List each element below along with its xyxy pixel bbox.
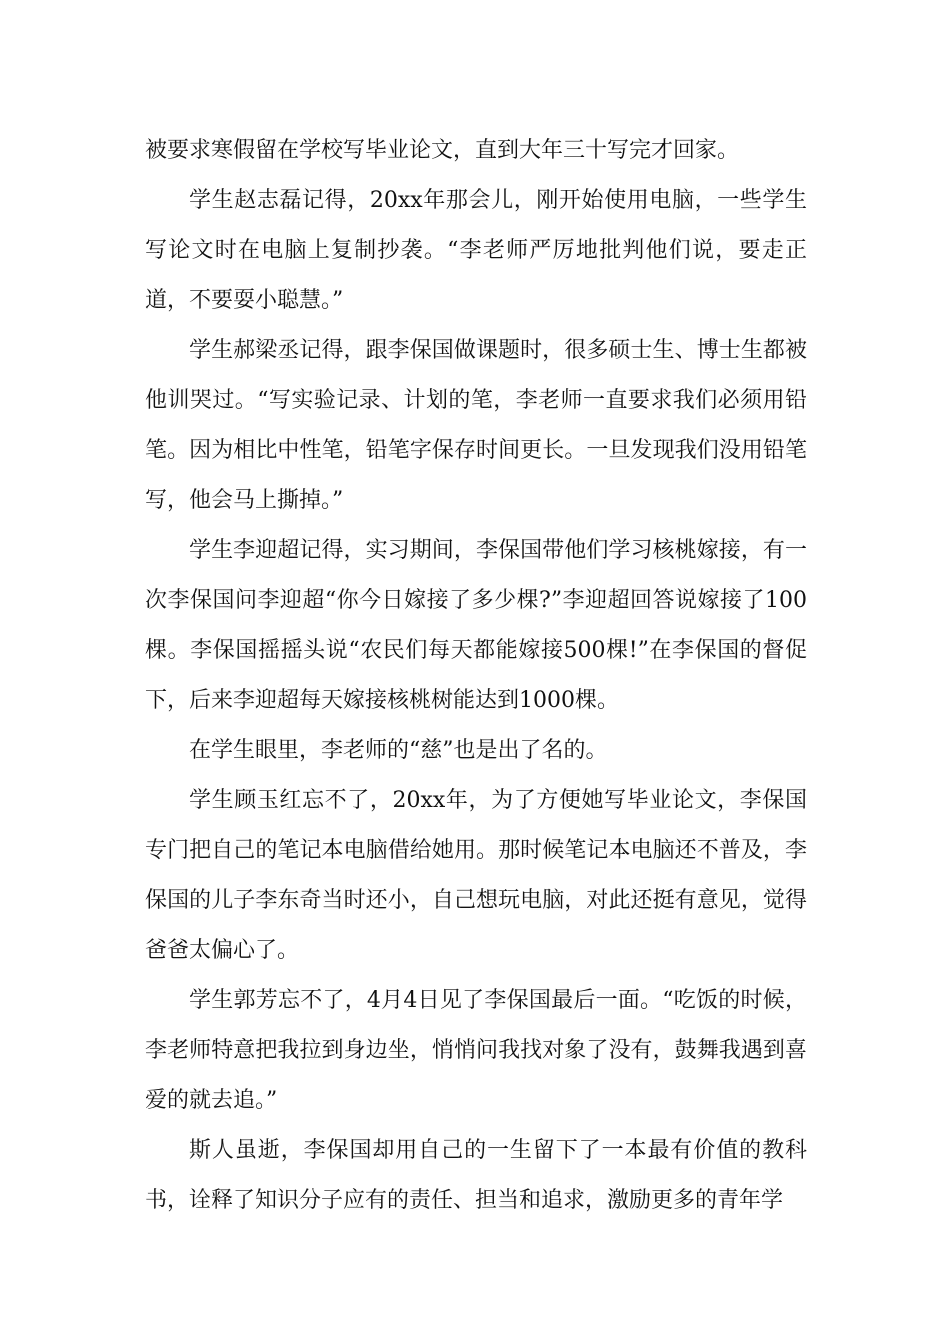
article-body	[145, 126, 807, 1226]
paragraph-4: 学生李迎超记得，实习期间，李保国带他们学习核桃嫁接，有一次李保国问李迎超“你今日嫁接了多少棵?”李迎超回答说嫁接了100棵。李保国摇摇头说“农民们每天都能嫁接500棵!”在李保国的督促下，后来李迎超每天嫁接核桃树能达到1000棵。	[145, 538, 807, 713]
paragraph-8: 斯人虽逝，李保国却用自己的一生留下了一本最有价值的教科书，诠释了知识分子应有的责任、担当和追求，激励更多的青年学	[145, 1138, 807, 1213]
paragraph-5: 在学生眼里，李老师的“慈”也是出了名的。	[189, 738, 608, 763]
paragraph-7: 学生郭芳忘不了，4月4日见了李保国最后一面。“吃饭的时候，李老师特意把我拉到身边坐，悄悄问我找对象了没有，鼓舞我遇到喜爱的就去追。”	[145, 988, 807, 1113]
paragraph-6: 学生顾玉红忘不了，20xx年，为了方便她写毕业论文，李保国专门把自己的笔记本电脑借给她用。那时候笔记本电脑还不普及，李保国的儿子李东奇当时还小，自己想玩电脑，对此还挺有意见，觉得爸爸太偏心了。	[145, 788, 807, 963]
paragraph-2: 学生赵志磊记得，20xx年那会儿，刚开始使用电脑，一些学生写论文时在电脑上复制抄袭。“李老师严厉地批判他们说，要走正道，不要耍小聪慧。”	[145, 188, 807, 313]
paragraph-1: 被要求寒假留在学校写毕业论文，直到大年三十写完才回家。	[145, 138, 740, 163]
paragraph-3: 学生郝梁丞记得，跟李保国做课题时，很多硕士生、博士生都被他训哭过。“写实验记录、计划的笔，李老师一直要求我们必须用铅笔。因为相比中性笔，铅笔字保存时间更长。一旦发现我们没用铅笔写，他会马上撕掉。”	[145, 338, 807, 513]
